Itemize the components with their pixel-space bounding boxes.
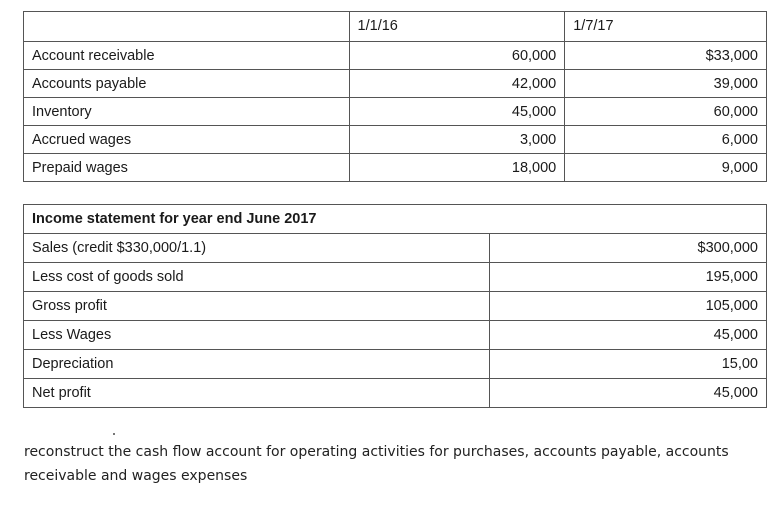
income-statement-title: Income statement for year end June 2017	[24, 205, 767, 234]
value-2017: 9,000	[565, 154, 767, 182]
table-row	[24, 263, 767, 292]
row-value: 45,000	[490, 321, 767, 350]
row-label: Less Wages	[24, 321, 490, 350]
value-2016: 3,000	[349, 126, 565, 154]
table-row	[24, 154, 767, 182]
header-date-2016: 1/1/16	[349, 12, 565, 42]
table-row	[24, 379, 767, 408]
row-label: Prepaid wages	[24, 154, 350, 182]
value-2017: 39,000	[565, 70, 767, 98]
table-row	[24, 292, 767, 321]
row-label: Gross profit	[24, 292, 490, 321]
row-label: Inventory	[24, 98, 350, 126]
table-row	[24, 42, 767, 70]
balance-header-row	[24, 12, 767, 42]
row-value: 45,000	[490, 379, 767, 408]
table-row	[24, 350, 767, 379]
value-2017: $33,000	[565, 42, 767, 70]
stray-dot	[113, 433, 115, 435]
income-title-row	[24, 205, 767, 234]
table-row	[24, 126, 767, 154]
value-2016: 45,000	[349, 98, 565, 126]
question-text: reconstruct the cash flow account for operating activities for purchases, accounts payable, accounts receivable and wages expenses	[24, 444, 729, 484]
table-row	[24, 70, 767, 98]
row-label: Account receivable	[24, 42, 350, 70]
row-label: Sales (credit $330,000/1.1)	[24, 234, 490, 263]
row-value: 105,000	[490, 292, 767, 321]
value-2016: 42,000	[349, 70, 565, 98]
row-label: Depreciation	[24, 350, 490, 379]
row-label: Net profit	[24, 379, 490, 408]
header-date-2017: 1/7/17	[565, 12, 767, 42]
income-statement-table	[23, 204, 767, 408]
value-2017: 60,000	[565, 98, 767, 126]
row-label: Accrued wages	[24, 126, 350, 154]
table-row	[24, 98, 767, 126]
row-label: Less cost of goods sold	[24, 263, 490, 292]
row-value: $300,000	[490, 234, 767, 263]
table-row	[24, 321, 767, 350]
value-2017: 6,000	[565, 126, 767, 154]
row-value: 15,00	[490, 350, 767, 379]
balance-sheet-table	[23, 11, 767, 182]
header-label-cell	[24, 12, 350, 42]
row-label: Accounts payable	[24, 70, 350, 98]
row-value: 195,000	[490, 263, 767, 292]
value-2016: 18,000	[349, 154, 565, 182]
table-row	[24, 234, 767, 263]
value-2016: 60,000	[349, 42, 565, 70]
